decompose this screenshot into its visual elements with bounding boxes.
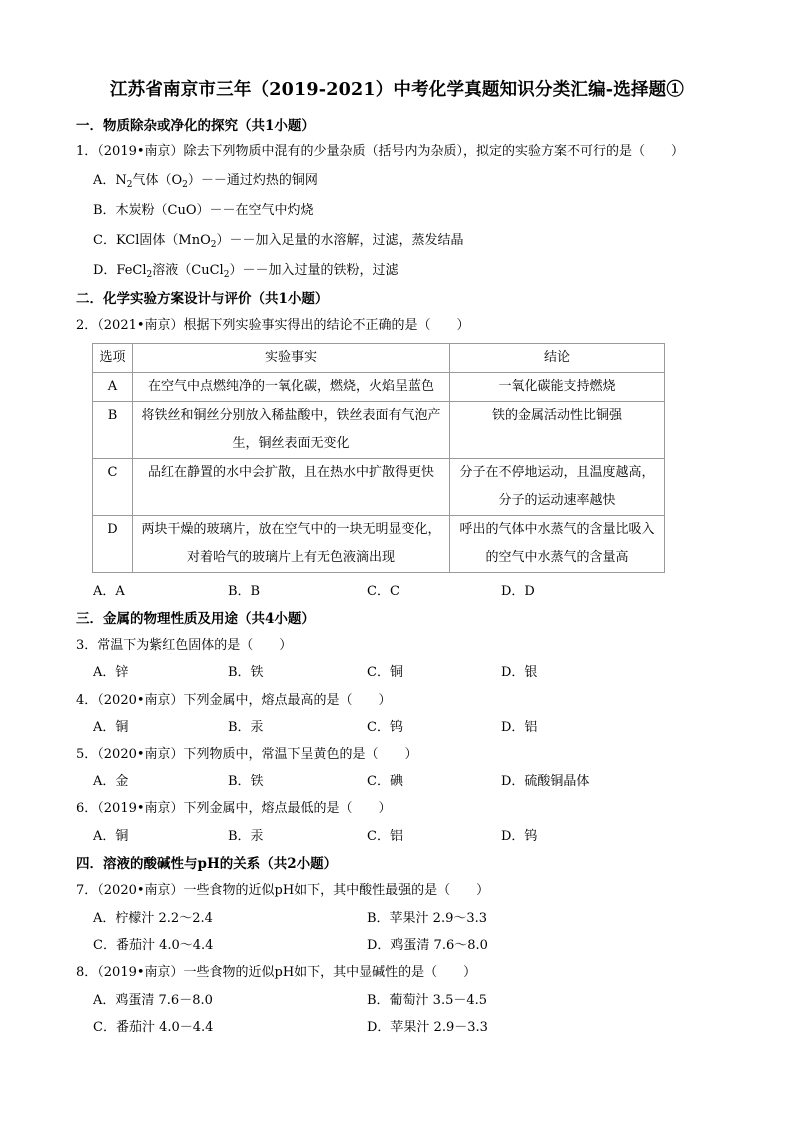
question-8-option-a: A．鸡蛋清 7.6－8.0 [93,993,213,1008]
question-7-stem: 7．（2020•南京）一些食物的近似pH如下，其中酸性最强的是（ ） [76,883,490,898]
question-1-option-d: D．FeCl$_2$溶液（CuCl$_2$）－－加入过量的铁粉，过滤 [93,263,399,280]
table-row [93,459,665,516]
question-5-option-b: B．铁 [228,774,264,789]
question-1-option-a: A．$N_2$气体$(O_2)--$通过灼热的铜网 [93,173,318,190]
table-cell-fact: 两块干燥的玻璃片，放在空气中的一块无明显变化， 对着哈气的玻璃片上有无色液滴出现 [133,516,450,573]
table-row [93,402,665,459]
question-5-option-d: D．硫酸铜晶体 [501,774,590,789]
question-7-option-c: C．番茄汁 4.0～4.4 [93,938,214,953]
question-2-option-a: A．A [93,584,125,599]
table-header-cell: 结论 [450,344,665,373]
table-cell-fact: 将铁丝和铜丝分别放入稀盐酸中，铁丝表面有气泡产 生，铜丝表面无变化 [133,402,450,459]
question-4-option-d: D．铝 [501,720,538,735]
question-4-option-b: B．汞 [228,720,264,735]
question-3-option-d: D．银 [501,665,538,680]
table-header-cell: 实验事实 [133,344,450,373]
question-4-option-c: C．钨 [367,720,403,735]
table-header-cell: 选项 [93,344,133,373]
question-6-option-d: D．钨 [501,829,538,844]
question-8-stem: 8．（2019•南京）一些食物的近似pH如下，其中显碱性的是（ ） [76,965,477,980]
table-cell-fact: 品红在静置的水中会扩散，且在热水中扩散得更快 [133,459,450,516]
table-cell-conclusion: 一氧化碳能支持燃烧 [450,373,665,402]
table-cell-conclusion: 呼出的气体中水蒸气的含量比吸入 的空气中水蒸气的含量高 [450,516,665,573]
question-4-option-a: A．铜 [93,720,129,735]
question-3-option-b: B．铁 [228,665,264,680]
table-row [93,373,665,402]
question-2-option-d: D．D [501,584,535,599]
table-cell-fact: 在空气中点燃纯净的一氧化碳，燃烧，火焰呈蓝色 [133,373,450,402]
question-4-stem: 4．（2020•南京）下列金属中，熔点最高的是（ ） [76,693,392,708]
table-cell-option: A [93,373,133,402]
question-5-stem: 5．（2020•南京）下列物质中，常温下呈黄色的是（ ） [76,747,418,762]
table-row [93,516,665,573]
question-7-option-a: A．柠檬汁 2.2～2.4 [93,911,213,926]
table-cell-conclusion: 分子在不停地运动，且温度越高， 分子的运动速率越快 [450,459,665,516]
question-1-stem: 1．（2019•南京）除去下列物质中混有的少量杂质（括号内为杂质），拟定的实验方案不可行的是（ ） [76,144,685,159]
question-3-option-a: A．锌 [93,665,129,680]
question-1-option-b: B．木炭粉（CuO）－－在空气中灼烧 [93,203,314,218]
question-5-option-a: A．金 [93,774,129,789]
question-2-option-b: B．B [228,584,261,599]
table-cell-option: C [93,459,133,516]
table-cell-conclusion: 铁的金属活动性比铜强 [450,402,665,459]
table-header-row [93,344,665,373]
question-6-stem: 6．（2019•南京）下列金属中，熔点最低的是（ ） [76,801,392,816]
question-2-stem: 2．（2021•南京）根据下列实验事实得出的结论不正确的是（ ） [76,318,470,333]
question-8-option-b: B．葡萄汁 3.5－4.5 [367,993,488,1008]
table-cell-option: B [93,402,133,459]
question-5-option-c: C．碘 [367,774,403,789]
question-6-option-a: A．铜 [93,829,129,844]
question-6-option-b: B．汞 [228,829,264,844]
question-1-option-c: C．KCl固体（MnO$_2$）－－加入足量的水溶解，过滤，蒸发结晶 [93,233,464,250]
section-heading-2: 二．化学实验方案设计与评价（共1小题） [76,291,329,307]
experiment-facts-table [92,343,665,573]
section-heading-4: 四．溶液的酸碱性与pH的关系（共2小题） [76,856,338,872]
table-cell-option: D [93,516,133,573]
question-3-option-c: C．铜 [367,665,403,680]
question-6-option-c: C．铝 [367,829,403,844]
section-heading-1: 一．物质除杂或净化的探究（共1小题） [76,118,315,134]
question-7-option-b: B．苹果汁 2.9～3.3 [367,911,488,926]
section-heading-3: 三．金属的物理性质及用途（共4小题） [76,611,315,627]
question-8-option-d: D．苹果汁 2.9－3.3 [367,1020,488,1035]
question-3-stem: 3．常温下为紫红色固体的是（ ） [76,638,293,653]
question-7-option-d: D．鸡蛋清 7.6～8.0 [367,938,488,953]
document-title: 江苏省南京市三年（2019-2021）中考化学真题知识分类汇编-选择题① [109,80,685,100]
question-8-option-c: C．番茄汁 4.0－4.4 [93,1020,214,1035]
question-2-option-c: C．C [367,584,400,599]
